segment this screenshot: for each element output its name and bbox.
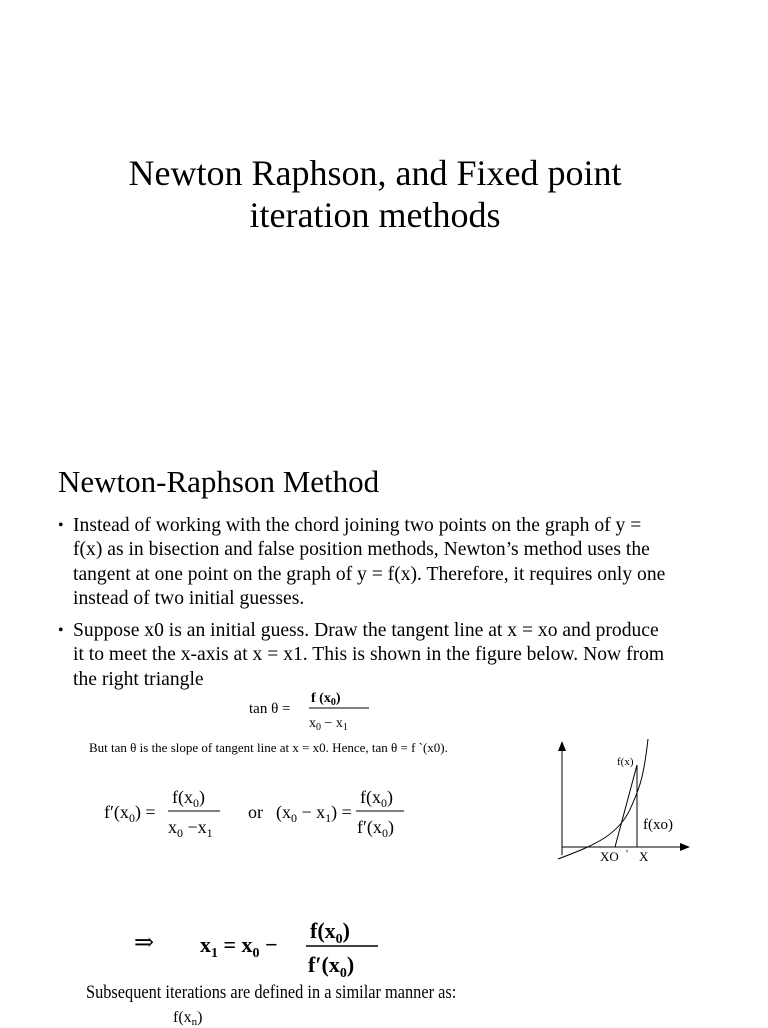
bullet-text — [73, 619, 758, 692]
y-axis-arrow — [558, 741, 566, 751]
tan-theta-equation — [245, 685, 385, 735]
fraction-1-denominator: $x_0 -x_1$ — [168, 817, 213, 840]
fraction-1-numerator: $f(x_0)$ — [172, 787, 205, 810]
tan-theta-lhs: tan θ = — [249, 701, 291, 717]
subsequent-iterations-text: Subsequent iterations are defined in a similar manner as: — [86, 982, 457, 1003]
tangent-line — [615, 765, 637, 847]
newton-numerator: $f(x_0)$ — [310, 918, 350, 947]
bullet-text — [73, 514, 758, 611]
bullet-line: f(x) as in bisection and false position methods, Newton’s method uses the — [73, 539, 650, 561]
x-axis-arrow — [680, 843, 690, 851]
bullet-item-1 — [58, 514, 758, 611]
bullet-line: the right triangle — [73, 668, 204, 690]
xo-label: XO — [600, 849, 619, 864]
or-label: or — [248, 802, 263, 822]
x1-tick-mark: ' — [626, 848, 628, 860]
x-label: X — [639, 849, 649, 864]
fx-label: f(x) — [617, 756, 634, 768]
bullet-list — [58, 514, 758, 700]
section-heading: Newton-Raphson Method — [58, 464, 380, 499]
slide-title — [60, 152, 690, 236]
cut-off-formula: f(xn) — [173, 1009, 203, 1028]
function-curve — [558, 739, 648, 859]
tangent-figure — [540, 735, 700, 870]
newton-formula — [130, 912, 390, 978]
tan-theta-numerator: f $(x_0)$ — [311, 691, 341, 708]
newton-denominator: $f'(x_0)$ — [308, 952, 355, 978]
newton-lhs: $x_1 = x_0$ − — [200, 932, 278, 961]
bullet-line: • Instead of working with the chord joining two points on the graph of y = — [73, 515, 642, 536]
fprime-lhs: $f'(x_0)$ = — [104, 802, 156, 825]
bullet-line: it to meet the x-axis at x = x1. This is shown in the figure below. Now from — [73, 644, 665, 666]
slide-title-line-2: iteration methods — [249, 195, 501, 235]
bullet-line: tangent at one point on the graph of y = f(x). Therefore, it requires only one — [73, 563, 666, 585]
bullet-line: instead of two initial guesses. — [73, 587, 305, 609]
derivative-equations — [100, 780, 420, 850]
slope-note: But tan θ is the slope of tangent line at x = x0. Hence, tan θ = f `(x0). — [89, 740, 448, 755]
tan-theta-denominator: $x_0 - x_1$ — [309, 716, 348, 733]
fraction-2-denominator: $f'(x_0)$ — [357, 817, 394, 840]
fraction-2-numerator: $f(x_0)$ — [360, 787, 393, 810]
implies-arrow: ⇒ — [134, 930, 155, 956]
bullet-line: • Suppose x0 is an initial guess. Draw the tangent line at x = xo and produce — [73, 620, 659, 642]
bullet-item-2 — [58, 619, 758, 692]
fxo-label: f(xo) — [643, 817, 673, 833]
difference-lhs: $(x_0 - x_1)$ = — [276, 802, 352, 825]
slide-title-line-1: Newton Raphson, and Fixed point — [128, 153, 622, 193]
